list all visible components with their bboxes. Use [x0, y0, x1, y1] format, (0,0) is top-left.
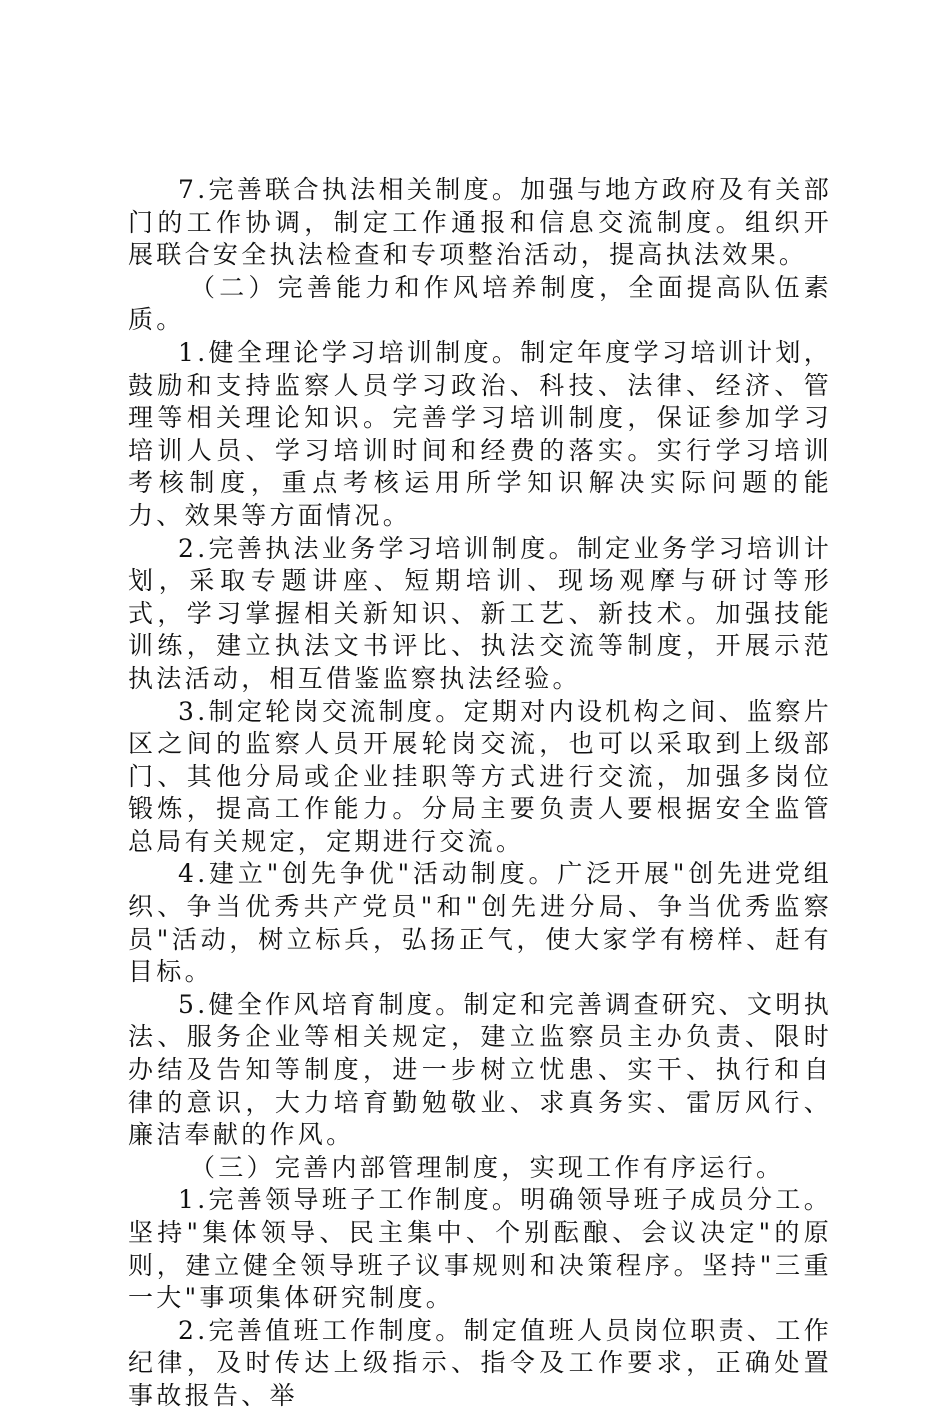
- paragraph-item-7: 7.完善联合执法相关制度。加强与地方政府及有关部门的工作协调，制定工作通报和信息交流制度。组织开展联合安全执法检查和专项整治活动，提高执法效果。: [128, 175, 832, 270]
- paragraph-item-1-leadership: 1.完善领导班子工作制度。明确领导班子成员分工。坚持"集体领导、民主集中、个别酝酿、会议决定"的原则，建立健全领导班子议事规则和决策程序。坚持"三重一大"事项集体研究制度。: [128, 1185, 832, 1313]
- paragraph-item-1-theory-training: 1.健全理论学习培训制度。制定年度学习培训计划，鼓励和支持监察人员学习政治、科技、法律、经济、管理等相关理论知识。完善学习培训制度，保证参加学习培训人员、学习培训时间和经费的落实。实行学习培训考核制度，重点考核运用所学知识解决实际问题的能力、效果等方面情况。: [128, 337, 832, 530]
- paragraph-item-3-rotation: 3.制定轮岗交流制度。定期对内设机构之间、监察片区之间的监察人员开展轮岗交流，也可以采取到上级部门、其他分局或企业挂职等方式进行交流，加强多岗位锻炼，提高工作能力。分局主要负责人要根据安全监管总局有关规定，定期进行交流。: [128, 696, 832, 856]
- paragraph-item-4-excellence: 4.建立"创先争优"活动制度。广泛开展"创先进党组织、争当优秀共产党员"和"创先进分局、争当优秀监察员"活动，树立标兵，弘扬正气，使大家学有榜样、赶有目标。: [128, 859, 832, 987]
- section-heading-3: （三）完善内部管理制度，实现工作有序运行。: [190, 1152, 785, 1182]
- document-page: [128, 174, 832, 1413]
- paragraph-item-2-duty: 2.完善值班工作制度。制定值班人员岗位职责、工作纪律，及时传达上级指示、指令及工作要求，正确处置事故报告、举: [128, 1315, 832, 1410]
- paragraph-item-5-work-style: 5.健全作风培育制度。制定和完善调查研究、文明执法、服务企业等相关规定，建立监察员主办负责、限时办结及告知等制度，进一步树立忧患、实干、执行和自律的意识，大力培育勤勉敬业、求真务实、雷厉风行、廉洁奉献的作风。: [128, 989, 832, 1150]
- paragraph-item-2-business-training: 2.完善执法业务学习培训制度。制定业务学习培训计划，采取专题讲座、短期培训、现场观摩与研讨等形式，学习掌握相关新知识、新工艺、新技术。加强技能训练，建立执法文书评比、执法交流等制度，开展示范执法活动，相互借鉴监察执法经验。: [128, 533, 832, 693]
- section-heading-2: （二）完善能力和作风培养制度，全面提高队伍素质。: [128, 272, 832, 335]
